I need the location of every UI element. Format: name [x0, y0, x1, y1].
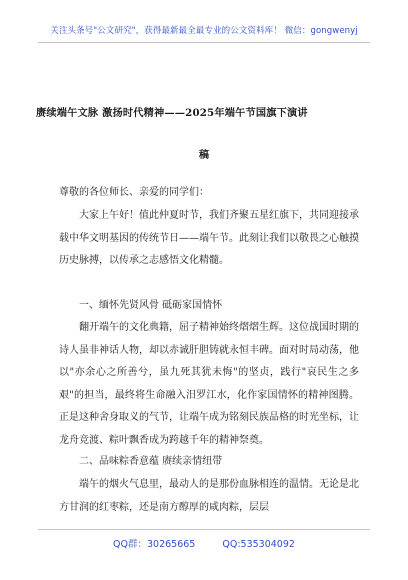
section-heading-1: 一、缅怀先贤风骨 砥砺家国情怀: [79, 300, 223, 311]
footer-qq-group: QQ群：30265665: [113, 539, 196, 550]
footer-qq-number: QQ:535304092: [222, 539, 295, 550]
footer-divider: [38, 529, 370, 530]
header-notice: 关注头条号"公文研究"，获得最新最全最专业的公文资料库！ 微信：gongwenyj: [50, 26, 358, 36]
section-heading-2: 二、品味粽香意蕴 赓续亲情纽带: [79, 456, 223, 467]
document-title: 赓续端午文脉 激扬时代精神——2025年端午节国旗下演讲: [36, 107, 308, 119]
greeting: 尊敬的各位师长、亲爱的同学们：: [59, 187, 209, 198]
paragraph-opening: 大家上午好！值此仲夏时节，我们齐聚五星红旗下，共同迎接承载中华文明基因的传统节日——端午节。此刻让我们以敬畏之心触摸历史脉搏，以传承之志感悟文化精髓。: [59, 210, 359, 266]
document-title-continuation: 稿: [198, 149, 210, 161]
footer-contact: [0, 536, 408, 550]
paragraph-section-2: 端午的烟火气息里，最动人的是那份血脉相连的温情。无论是北方甘润的红枣粽，还是南方醇厚的咸肉粽，层层: [59, 479, 359, 513]
paragraph-section-1: 翻开端午的文化典籍，屈子精神始终熠熠生辉。这位战国时期的诗人虽非神话人物，却以赤诚肝胆铸就永恒丰碑。面对时局动荡，他以"亦余心之所善兮，虽九死其犹未悔"的坚贞，践行"哀民生之多艰"的担当，最终将生命融入汨罗江水，化作家国情怀的精神图腾。正是这种舍身取义的气节，让端午成为铭刻民族品格的时光坐标，让龙舟竞渡、粽叶飘香成为跨越千年的精神祭奠。: [59, 322, 359, 446]
header-divider: [38, 42, 370, 43]
